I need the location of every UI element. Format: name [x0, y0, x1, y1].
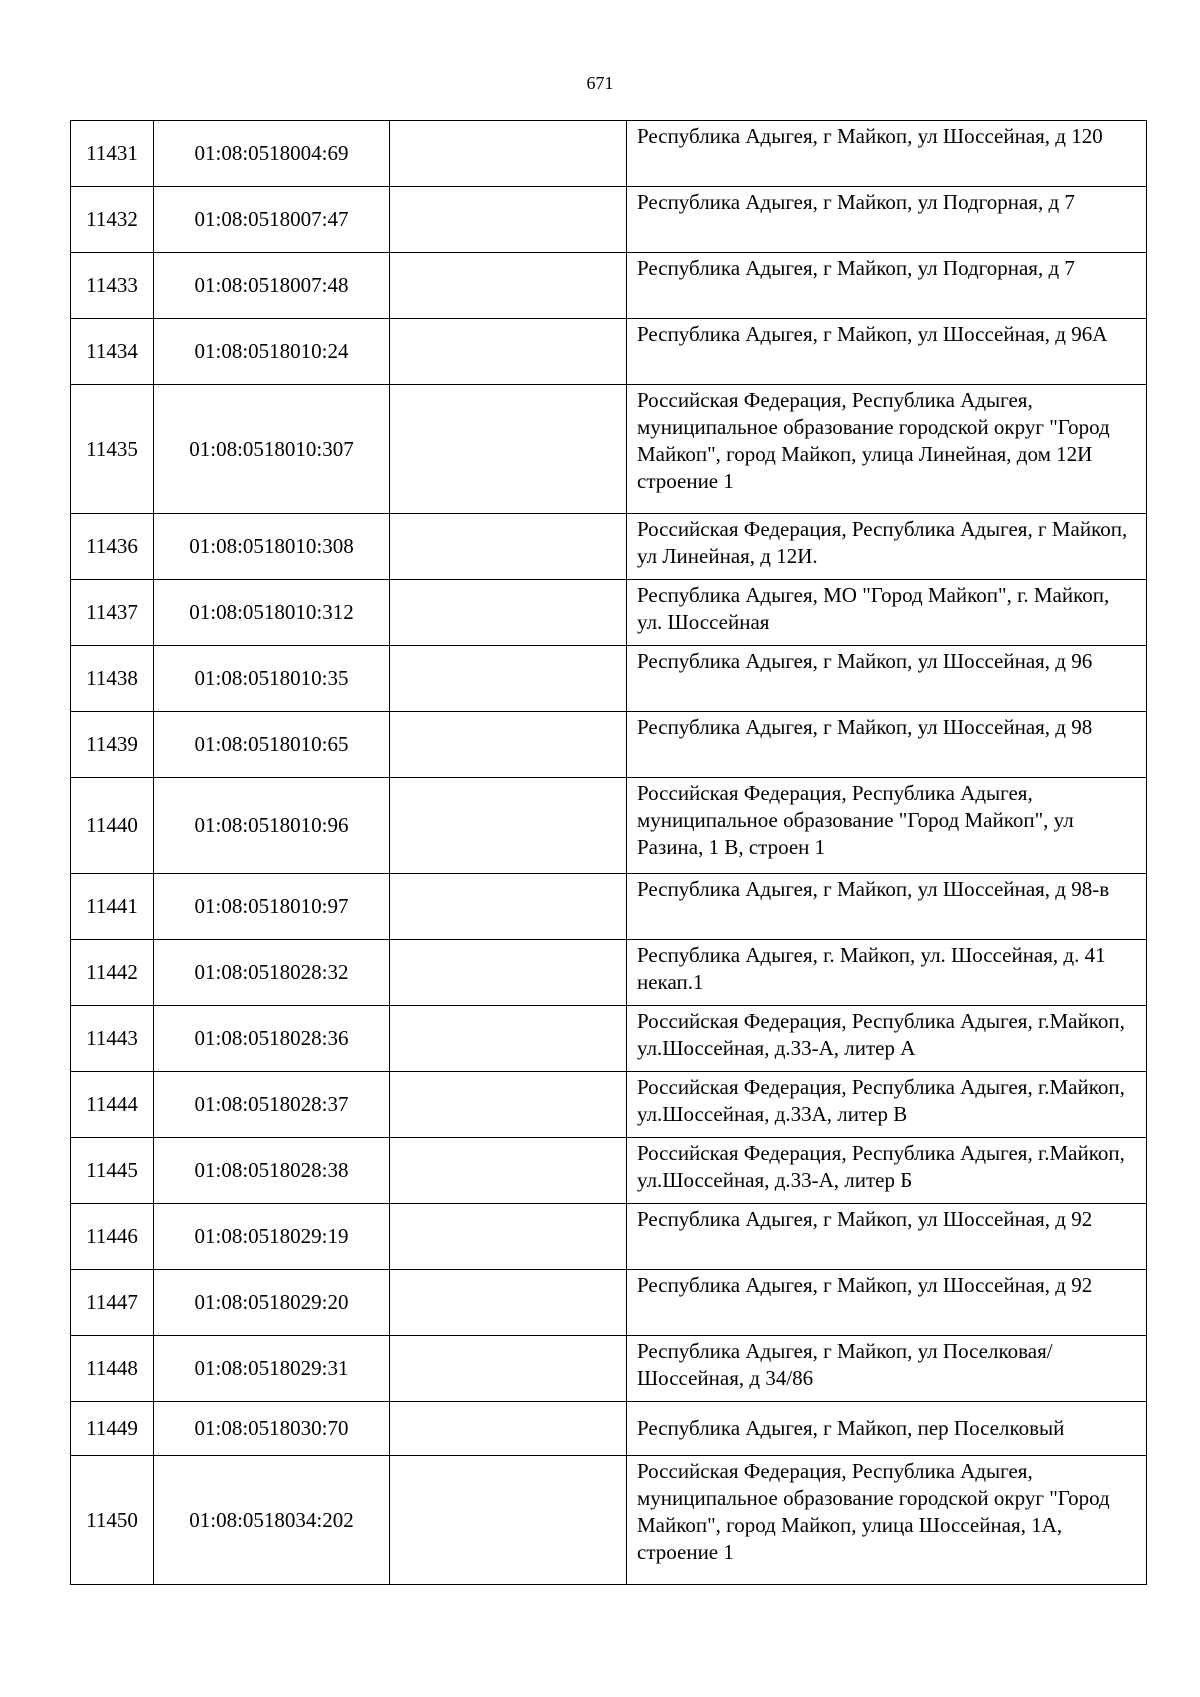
empty-cell: [390, 514, 627, 580]
address: Республика Адыгея, г Майкоп, ул Шоссейная, д 92: [627, 1270, 1147, 1336]
page-number: 671: [586, 73, 614, 93]
empty-cell: [390, 778, 627, 874]
row-number: 11443: [71, 1006, 154, 1072]
address: Российская Федерация, Республика Адыгея, муниципальное образование городской округ "Город Майкоп", город Майкоп, улица Шоссейная, 1А, строение 1: [627, 1456, 1147, 1585]
address: Республика Адыгея, г Майкоп, ул Шоссейная, д 120: [627, 121, 1147, 187]
empty-cell: [390, 874, 627, 940]
empty-cell: [390, 385, 627, 514]
table-row: [71, 385, 1147, 514]
row-number: 11450: [71, 1456, 154, 1585]
empty-cell: [390, 187, 627, 253]
row-number: 11442: [71, 940, 154, 1006]
empty-cell: [390, 940, 627, 1006]
address: Республика Адыгея, г Майкоп, ул Шоссейная, д 96А: [627, 319, 1147, 385]
row-number: 11437: [71, 580, 154, 646]
address: Республика Адыгея, г Майкоп, ул Шоссейная, д 98: [627, 712, 1147, 778]
cadastral-number: 01:08:0518028:32: [154, 940, 390, 1006]
cadastral-number: 01:08:0518010:97: [154, 874, 390, 940]
empty-cell: [390, 1456, 627, 1585]
table-row: [71, 1456, 1147, 1585]
address: Российская Федерация, Республика Адыгея, г.Майкоп, ул.Шоссейная, д.33-А, литер А: [627, 1006, 1147, 1072]
empty-cell: [390, 1006, 627, 1072]
table-row: [71, 1072, 1147, 1138]
table-row: [71, 940, 1147, 1006]
row-number: 11433: [71, 253, 154, 319]
row-number: 11432: [71, 187, 154, 253]
empty-cell: [390, 646, 627, 712]
address: Российская Федерация, Республика Адыгея, г.Майкоп, ул.Шоссейная, д.33А, литер В: [627, 1072, 1147, 1138]
row-number: 11440: [71, 778, 154, 874]
address: Республика Адыгея, г Майкоп, ул Шоссейная, д 96: [627, 646, 1147, 712]
cadastral-number: 01:08:0518030:70: [154, 1402, 390, 1456]
row-number: 11447: [71, 1270, 154, 1336]
cadastral-number: 01:08:0518010:312: [154, 580, 390, 646]
cadastral-number: 01:08:0518010:308: [154, 514, 390, 580]
address: Российская Федерация, Республика Адыгея, г Майкоп, ул Линейная, д 12И.: [627, 514, 1147, 580]
table-row: [71, 1336, 1147, 1402]
cadastral-number: 01:08:0518007:47: [154, 187, 390, 253]
table-row: [71, 874, 1147, 940]
empty-cell: [390, 1402, 627, 1456]
cadastral-number: 01:08:0518029:19: [154, 1204, 390, 1270]
address: Республика Адыгея, г Майкоп, ул Шоссейная, д 92: [627, 1204, 1147, 1270]
cadastral-number: 01:08:0518028:37: [154, 1072, 390, 1138]
empty-cell: [390, 712, 627, 778]
address: Республика Адыгея, г Майкоп, ул Шоссейная, д 98-в: [627, 874, 1147, 940]
row-number: 11444: [71, 1072, 154, 1138]
empty-cell: [390, 1072, 627, 1138]
address: Республика Адыгея, г Майкоп, ул Подгорная, д 7: [627, 253, 1147, 319]
address: Республика Адыгея, г Майкоп, ул Подгорная, д 7: [627, 187, 1147, 253]
cadastral-number: 01:08:0518028:36: [154, 1006, 390, 1072]
row-number: 11435: [71, 385, 154, 514]
row-number: 11449: [71, 1402, 154, 1456]
cadastral-number: 01:08:0518010:24: [154, 319, 390, 385]
table-row: [71, 1402, 1147, 1456]
empty-cell: [390, 580, 627, 646]
row-number: 11431: [71, 121, 154, 187]
empty-cell: [390, 1204, 627, 1270]
cadastral-number: 01:08:0518007:48: [154, 253, 390, 319]
row-number: 11438: [71, 646, 154, 712]
address: Республика Адыгея, г Майкоп, пер Поселковый: [627, 1402, 1147, 1456]
cadastral-number: 01:08:0518010:35: [154, 646, 390, 712]
table-row: [71, 514, 1147, 580]
address: Республика Адыгея, МО "Город Майкоп", г. Майкоп, ул. Шоссейная: [627, 580, 1147, 646]
cadastral-number: 01:08:0518004:69: [154, 121, 390, 187]
table-row: [71, 1006, 1147, 1072]
table-row: [71, 1270, 1147, 1336]
table-row: [71, 646, 1147, 712]
table-row: [71, 1138, 1147, 1204]
empty-cell: [390, 1270, 627, 1336]
table-row: [71, 1204, 1147, 1270]
table-row: [71, 580, 1147, 646]
empty-cell: [390, 1138, 627, 1204]
property-registry-table: [70, 120, 1147, 1585]
cadastral-number: 01:08:0518028:38: [154, 1138, 390, 1204]
empty-cell: [390, 121, 627, 187]
address: Республика Адыгея, г Майкоп, ул Поселковая/Шоссейная, д 34/86: [627, 1336, 1147, 1402]
row-number: 11434: [71, 319, 154, 385]
empty-cell: [390, 253, 627, 319]
table-row: [71, 253, 1147, 319]
cadastral-number: 01:08:0518029:31: [154, 1336, 390, 1402]
table-row: [71, 187, 1147, 253]
cadastral-number: 01:08:0518010:307: [154, 385, 390, 514]
row-number: 11441: [71, 874, 154, 940]
row-number: 11436: [71, 514, 154, 580]
cadastral-number: 01:08:0518010:96: [154, 778, 390, 874]
row-number: 11439: [71, 712, 154, 778]
row-number: 11446: [71, 1204, 154, 1270]
row-number: 11445: [71, 1138, 154, 1204]
table-row: [71, 712, 1147, 778]
table-row: [71, 121, 1147, 187]
cadastral-number: 01:08:0518034:202: [154, 1456, 390, 1585]
address: Российская Федерация, Республика Адыгея, муниципальное образование "Город Майкоп", ул Разина, 1 В, строен 1: [627, 778, 1147, 874]
address: Российская Федерация, Республика Адыгея, г.Майкоп, ул.Шоссейная, д.33-А, литер Б: [627, 1138, 1147, 1204]
empty-cell: [390, 319, 627, 385]
cadastral-number: 01:08:0518029:20: [154, 1270, 390, 1336]
table-row: [71, 319, 1147, 385]
address: Республика Адыгея, г. Майкоп, ул. Шоссейная, д. 41 некап.1: [627, 940, 1147, 1006]
address: Российская Федерация, Республика Адыгея, муниципальное образование городской округ "Город Майкоп", город Майкоп, улица Линейная, дом 12И строение 1: [627, 385, 1147, 514]
row-number: 11448: [71, 1336, 154, 1402]
empty-cell: [390, 1336, 627, 1402]
table-row: [71, 778, 1147, 874]
cadastral-number: 01:08:0518010:65: [154, 712, 390, 778]
